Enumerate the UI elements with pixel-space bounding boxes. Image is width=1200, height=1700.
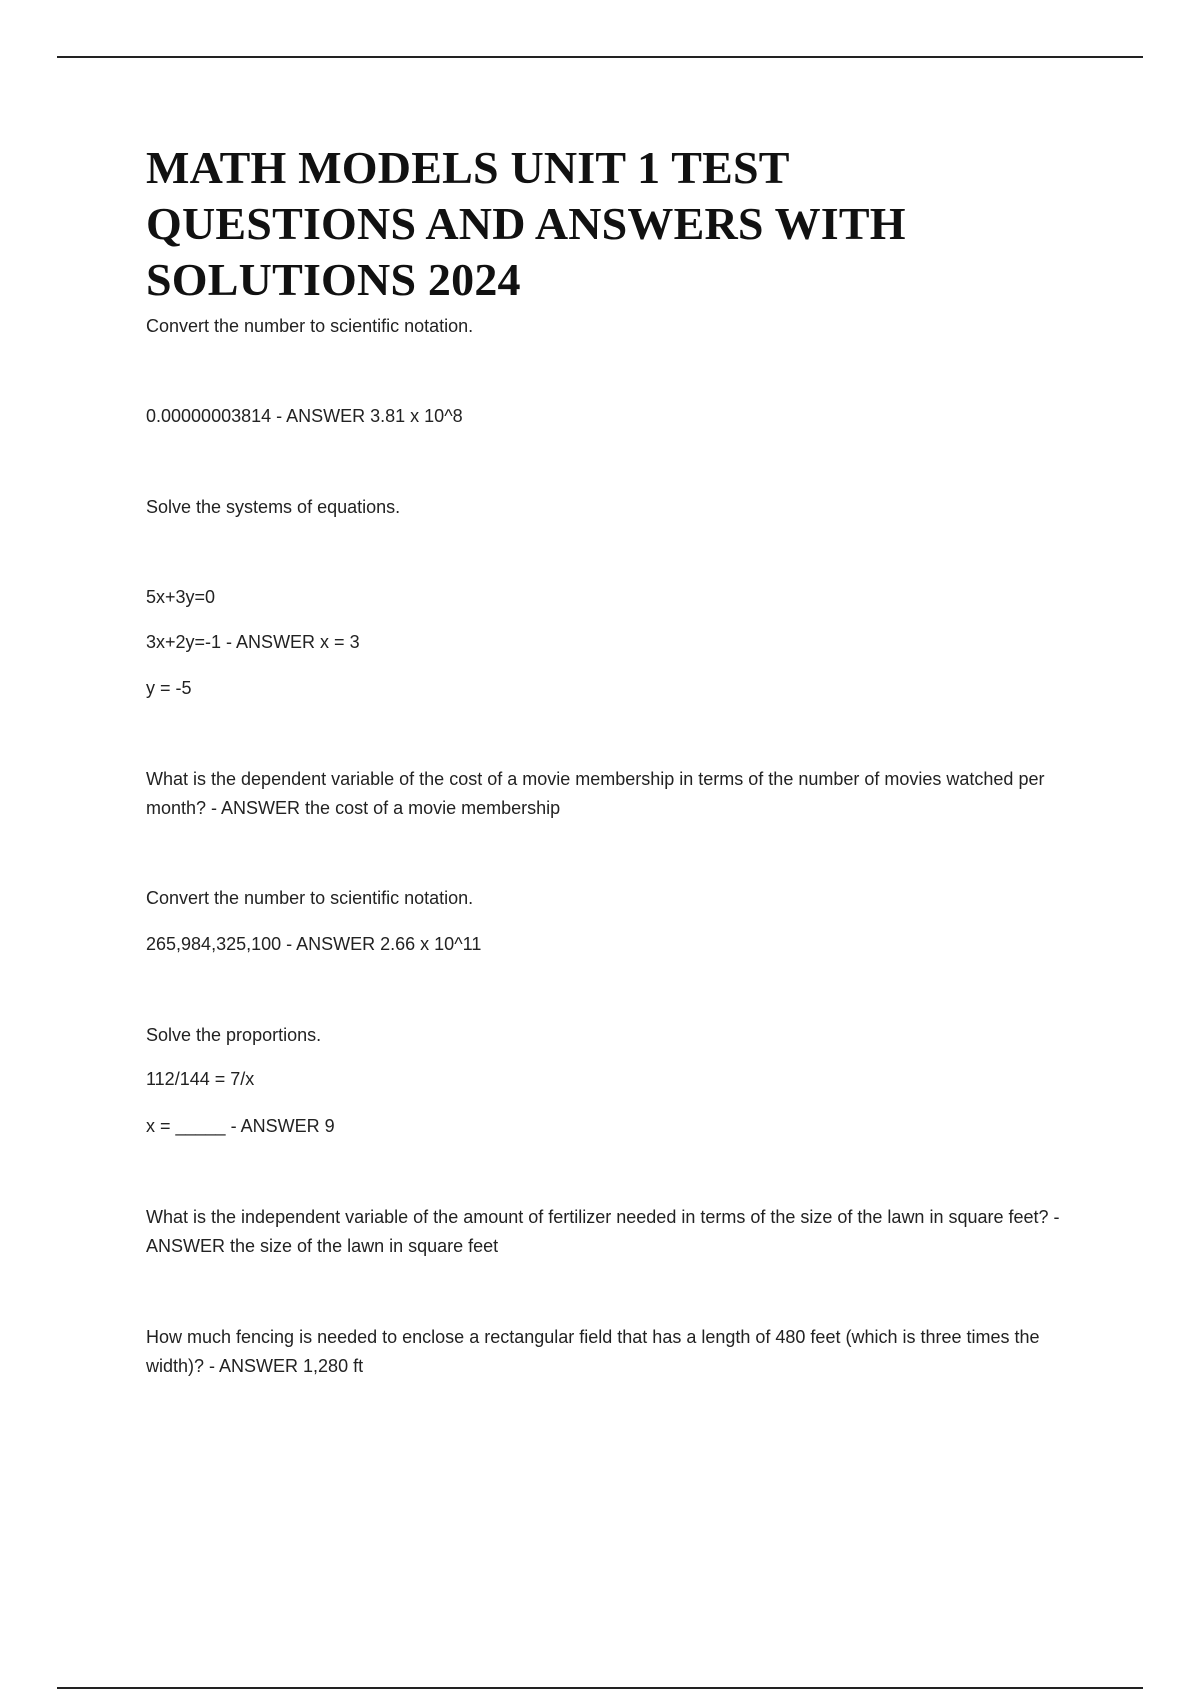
title-line-1: MATH MODELS UNIT 1 TEST (146, 142, 790, 193)
title-line-2: QUESTIONS AND ANSWERS WITH (146, 198, 906, 249)
question-7: How much fencing is needed to enclose a rectangular field that has a length of 480 feet (which is three times the width)? - ANSWER 1,280 ft (146, 1327, 1040, 1376)
question-2-answer-y: y = -5 (146, 678, 192, 698)
document-title (146, 140, 1086, 308)
question-4-prompt: Convert the number to scientific notation. (146, 888, 474, 908)
question-5-answer: x = _____ - ANSWER 9 (146, 1116, 335, 1136)
question-6: What is the independent variable of the amount of fertilizer needed in terms of the size of the lawn in square feet? - ANSWER the size of the lawn in square feet (146, 1207, 1060, 1256)
question-2-prompt: Solve the systems of equations. (146, 497, 401, 517)
footer-rule (57, 1687, 1143, 1689)
question-5-equation: 112/144 = 7/x (146, 1069, 255, 1089)
question-1-answer: 0.00000003814 - ANSWER 3.81 x 10^8 (146, 406, 463, 426)
question-1-prompt: Convert the number to scientific notation. (146, 316, 474, 336)
header-rule (57, 56, 1143, 58)
question-2-equation-2-answer: 3x+2y=-1 - ANSWER x = 3 (146, 632, 360, 652)
title-line-3: SOLUTIONS 2024 (146, 254, 521, 305)
question-4-answer: 265,984,325,100 - ANSWER 2.66 x 10^11 (146, 934, 482, 954)
title-block (146, 140, 1086, 308)
question-2-equation-1: 5x+3y=0 (146, 587, 216, 607)
question-3: What is the dependent variable of the cost of a movie membership in terms of the number of movies watched per month? - ANSWER the cost of a movie membership (146, 769, 1045, 818)
question-5-prompt: Solve the proportions. (146, 1025, 322, 1045)
